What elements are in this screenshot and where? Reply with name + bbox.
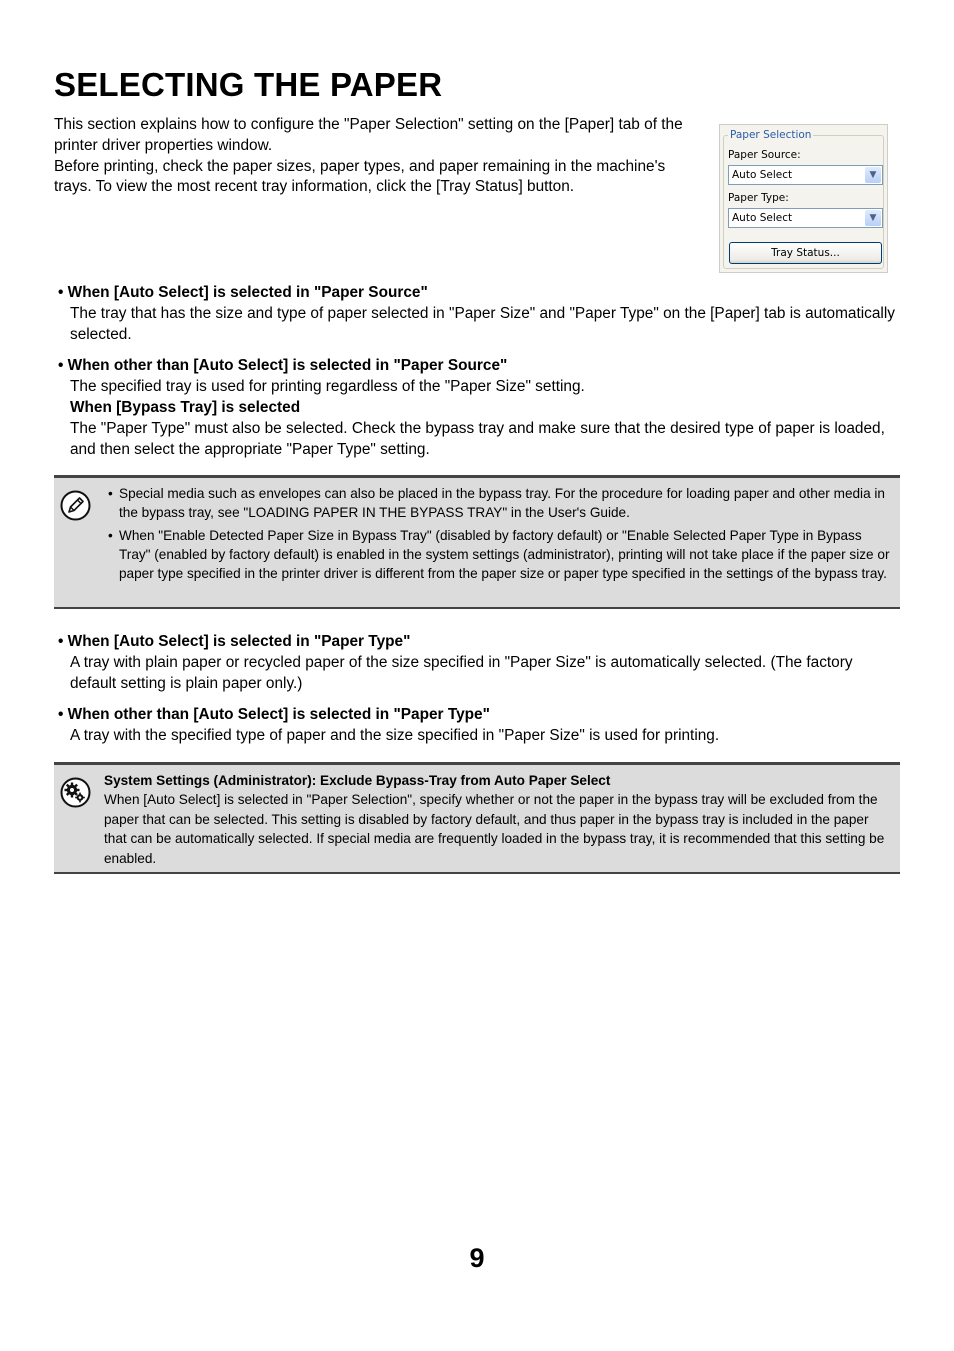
note-item bbox=[110, 526, 895, 583]
tray-status-button[interactable]: Tray Status... bbox=[729, 242, 882, 264]
bypass-heading: When [Bypass Tray] is selected bbox=[70, 399, 301, 416]
auto-type-text: A tray with plain paper or recycled paper of the size specified in "Paper Size" is automatically selected. (The factory default setting is plain paper only.) bbox=[70, 654, 853, 692]
intro bbox=[54, 115, 699, 198]
auto-type-heading: • When [Auto Select] is selected in "Paper Type" bbox=[58, 633, 411, 650]
note-item-text: Special media such as envelopes can also be placed in the bypass tray. For the procedure for loading paper and other media in the bypass tray, see "LOADING PAPER IN THE BYPASS TRAY" in the User's Guide. bbox=[119, 486, 885, 520]
other-type-heading: • When other than [Auto Select] is selected in "Paper Type" bbox=[58, 706, 490, 723]
other-type-item bbox=[58, 704, 903, 746]
paper-selection-dialog bbox=[719, 124, 888, 273]
paper-source-select[interactable] bbox=[728, 165, 883, 185]
paper-type-label: Paper Type: bbox=[728, 192, 789, 204]
auto-source-item bbox=[58, 282, 903, 345]
paper-type-sections bbox=[58, 631, 903, 746]
system-settings-body: When [Auto Select] is selected in "Paper Selection", specify whether or not the paper in the bypass tray will be excluded from the paper that can be selected. This setting is disabled by factory default, and thus paper in the bypass tray is included in the paper that can be automatically selected. If special media are frequently loaded in the bypass tray, it is recommended that this setting be enabled. bbox=[104, 792, 885, 866]
bullet: • bbox=[108, 528, 113, 543]
paper-type-select[interactable] bbox=[728, 208, 883, 228]
pencil-icon bbox=[60, 490, 91, 521]
paper-type-value: Auto Select bbox=[732, 212, 793, 224]
page-number: 9 bbox=[469, 1243, 485, 1273]
other-source-text: The specified tray is used for printing regardless of the "Paper Size" setting. bbox=[70, 378, 585, 395]
auto-source-heading: • When [Auto Select] is selected in "Paper Source" bbox=[58, 284, 428, 301]
group-title: Paper Selection bbox=[730, 129, 812, 141]
intro-paragraph-2: Before printing, check the paper sizes, paper types, and paper remaining in the machine's trays. To view the most recent tray information, click the [Tray Status] button. bbox=[54, 157, 666, 196]
system-settings-text bbox=[104, 771, 894, 868]
other-type-text: A tray with the specified type of paper and the size specified in "Paper Size" is used for printing. bbox=[70, 727, 720, 744]
paper-source-value: Auto Select bbox=[732, 169, 793, 181]
bullet: • bbox=[108, 486, 113, 501]
intro-paragraph-1: This section explains how to configure the "Paper Selection" setting on the [Paper] tab of the printer driver properties window. bbox=[54, 116, 683, 154]
auto-type-item bbox=[58, 631, 903, 694]
chevron-down-icon[interactable]: ▼ bbox=[865, 210, 881, 226]
other-source-item bbox=[58, 355, 903, 460]
note-item bbox=[110, 484, 895, 522]
system-settings-box bbox=[54, 762, 900, 874]
paper-source-label: Paper Source: bbox=[728, 149, 801, 161]
page-title: SELECTING THE PAPER bbox=[54, 66, 443, 103]
other-source-heading: • When other than [Auto Select] is selected in "Paper Source" bbox=[58, 357, 508, 374]
chevron-down-icon[interactable]: ▼ bbox=[865, 167, 881, 183]
bypass-text: The "Paper Type" must also be selected. Check the bypass tray and make sure that the desired type of paper is loaded, and then select the appropriate "Paper Type" setting. bbox=[70, 420, 885, 458]
paper-source-sections bbox=[58, 282, 903, 460]
auto-source-text: The tray that has the size and type of paper selected in "Paper Size" and "Paper Type" on the [Paper] tab is automatically selected. bbox=[70, 305, 895, 343]
note-item-text: When "Enable Detected Paper Size in Bypass Tray" (disabled by factory default) or "Enable Selected Paper Type in Bypass Tray" (enabled by factory default) is enabled in the system settings (administrator), printing will not take place if the paper size or paper type specified in the printer driver is different from the paper size or paper type specified in the settings of the bypass tray. bbox=[119, 528, 890, 581]
gear-icon bbox=[60, 777, 91, 808]
note-list bbox=[110, 484, 895, 587]
note-box bbox=[54, 475, 900, 609]
system-settings-heading: System Settings (Administrator): Exclude Bypass-Tray from Auto Paper Select bbox=[104, 773, 611, 788]
